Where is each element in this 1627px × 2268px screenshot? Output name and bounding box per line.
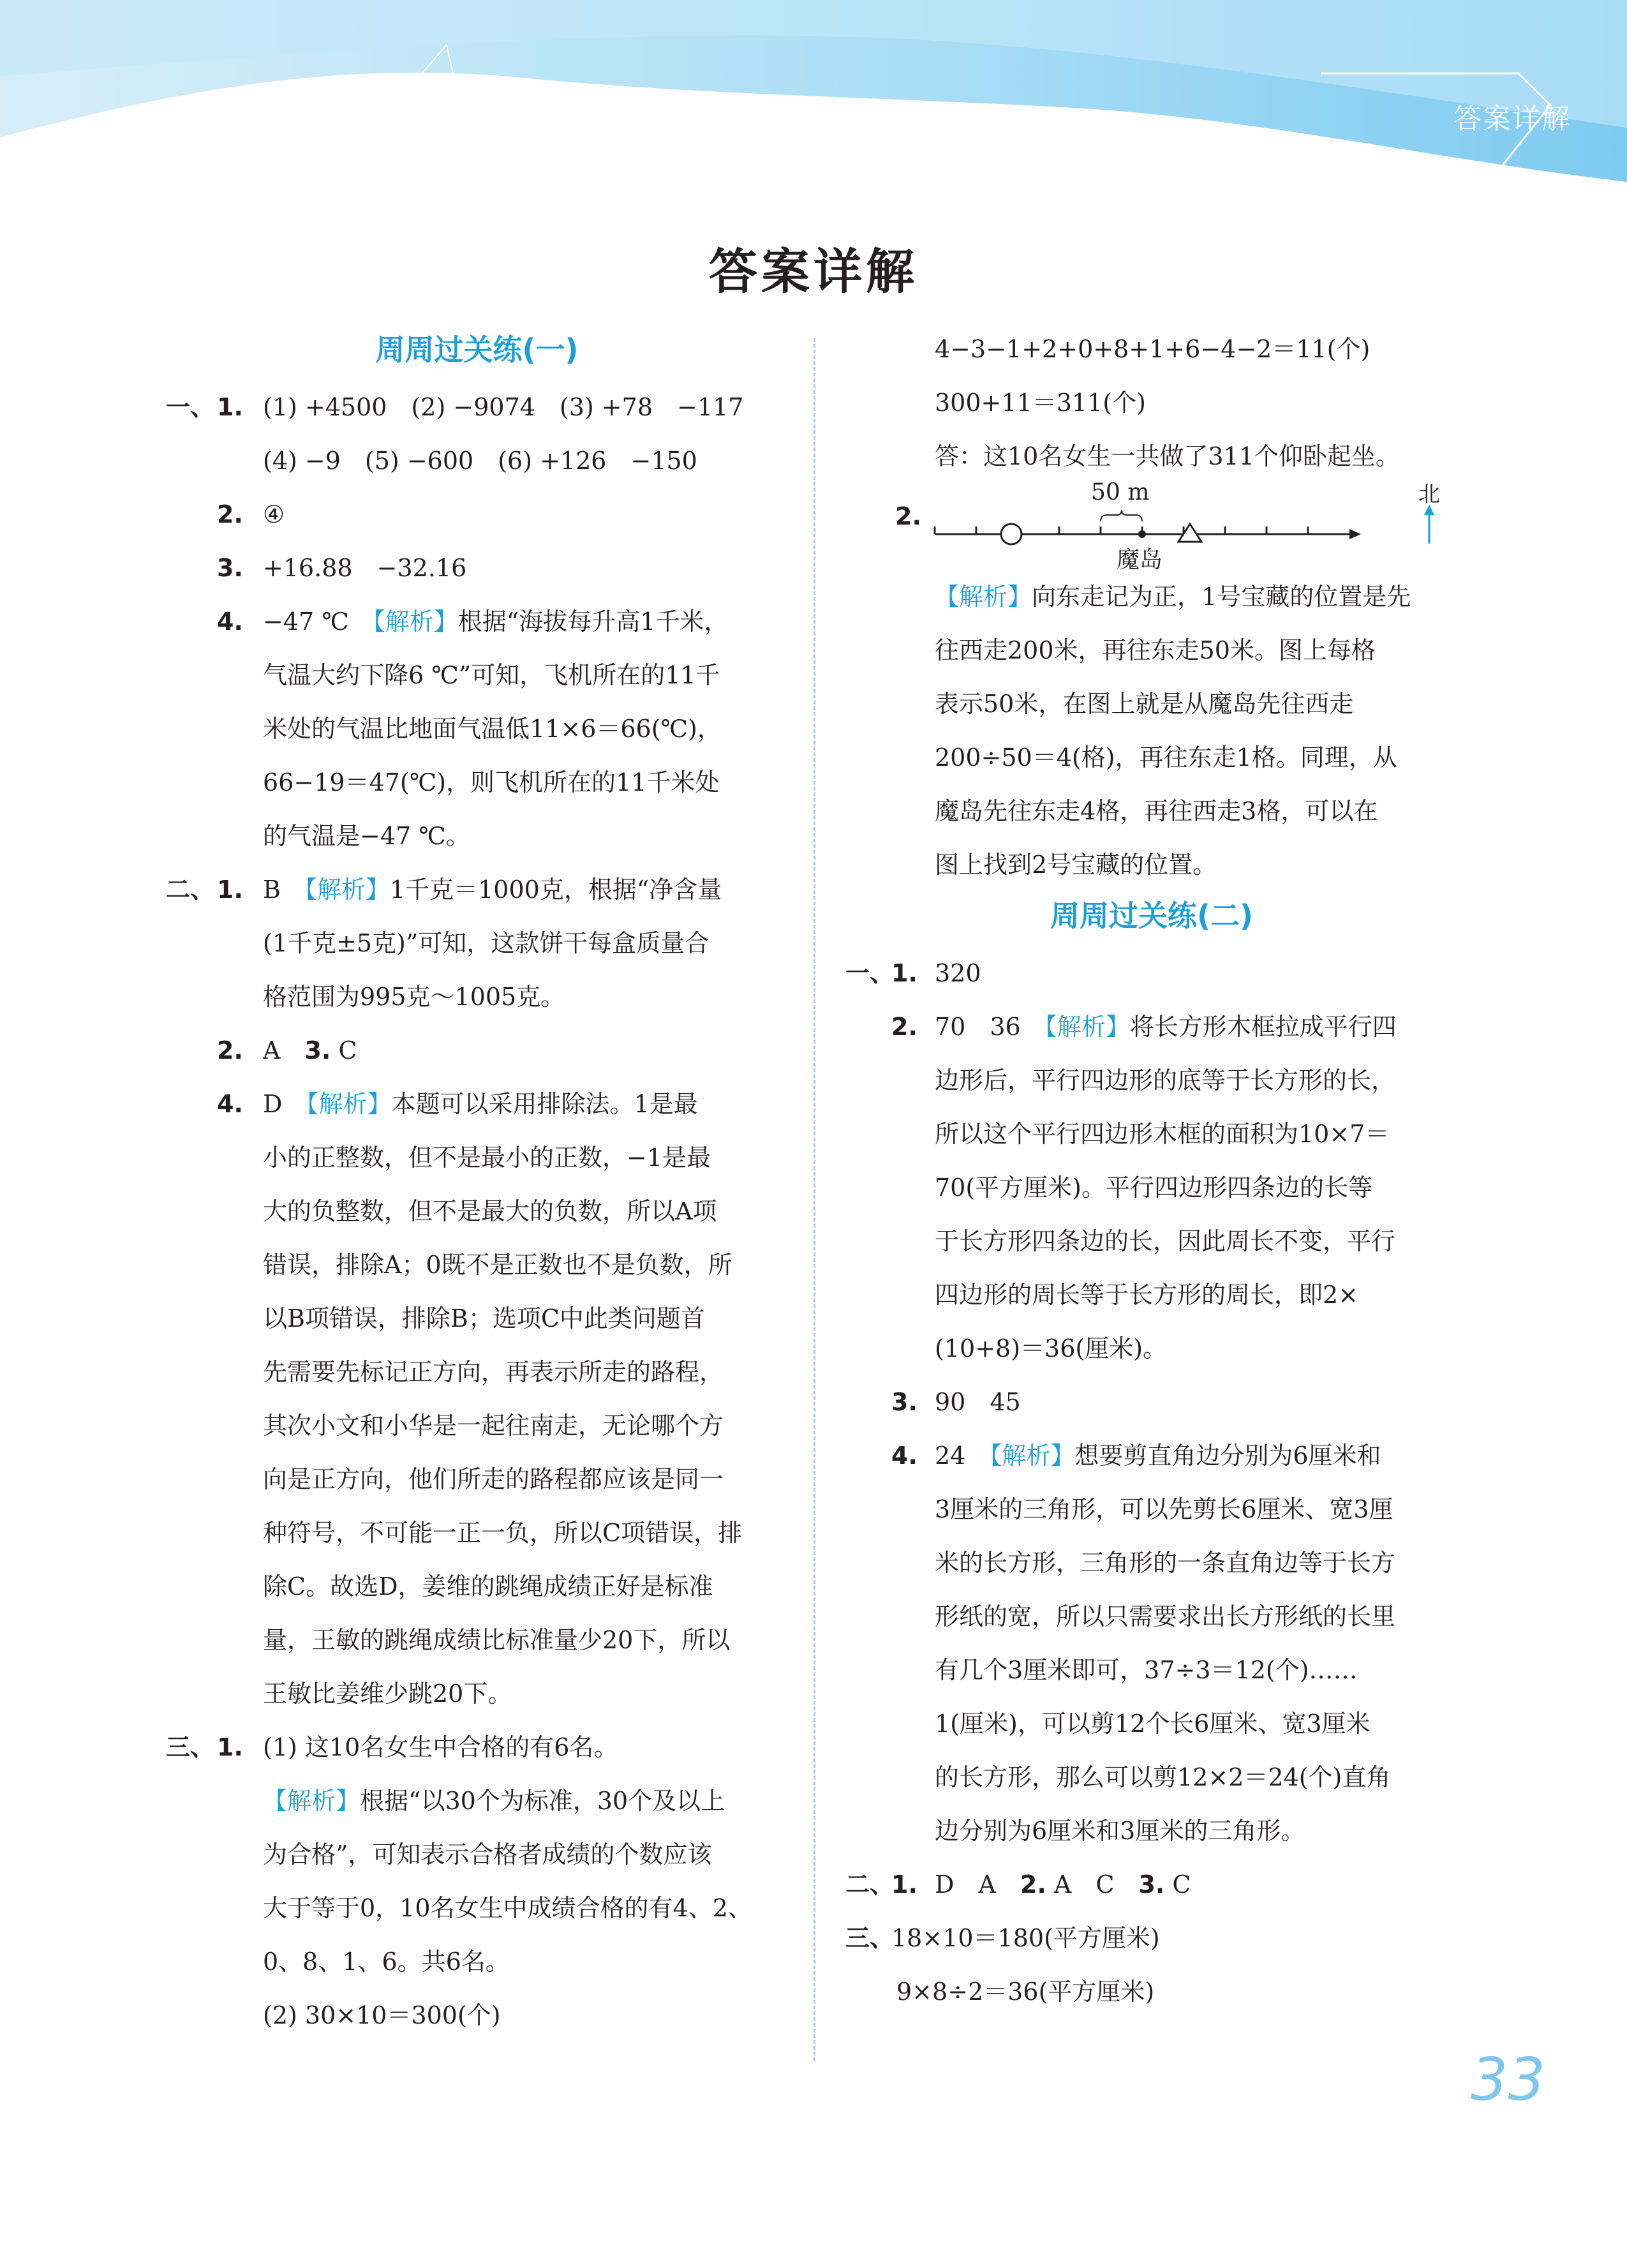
answer-line: 二、 1. B 【解析】1千克＝1000克，根据“净含量 [166,876,722,904]
answer-line: 的长方形，那么可以剪12×2＝24(个)直角 [935,1763,1391,1791]
answer-line: 有几个3厘米即可，37÷3＝12(个)…… [935,1656,1358,1684]
page-number: 33 [1470,2045,1545,2114]
section-title: 周周过关练(一) [375,332,579,367]
treasure-1-marker [1001,524,1022,544]
answer-line: 3. +16.88 −32.16 [217,554,467,582]
answer-line: 66−19＝47(℃)，则飞机所在的11千米处 [263,768,720,796]
analysis-tag: 【解析】 [990,1442,1075,1470]
answer-line: (4) −9 (5) −600 (6) +126 −150 [263,447,697,475]
answer-line: 图上找到2号宝藏的位置。 [935,851,1217,879]
section-title: 周周过关练(二) [1050,899,1254,933]
answer-line: 魔岛先往东走4格，再往西走3格，可以在 [935,797,1378,825]
answer-line: (1千克±5克)”可知，这款饼干每盒质量合 [263,929,709,957]
answer-line: 的气温是−47 ℃。 [263,822,470,850]
answer-line: 四边形的周长等于长方形的周长，即2× [935,1281,1359,1309]
scale-label: 50 m [1091,479,1150,505]
answer-line: 二、 1. D A 2. A C 3. C [845,1870,1191,1899]
answer-line: 米处的气温比地面气温低11×6＝66(℃)， [263,715,722,743]
answer-line: 于长方形四条边的长，因此周长不变，平行 [935,1227,1396,1255]
answer-line: 种符号，不可能一正一负，所以C项错误，排 [263,1519,743,1547]
analysis-tag: 【解析】 [304,876,390,904]
answer-line: 表示50米，在图上就是从魔岛先往西走 [935,690,1354,718]
column-divider [814,338,815,2061]
treasure-2-marker [1178,524,1201,542]
answer-line: 米的长方形，三角形的一条直角边等于长方 [935,1549,1396,1577]
answer-line: 王敏比姜维少跳20下。 [263,1680,512,1708]
right-column [845,322,1458,2018]
header-tagline: 答案详解 [1453,103,1571,135]
answer-line: 其次小文和小华是一起往南走，无论哪个方 [263,1412,724,1440]
answer-line: 2. ④ [217,500,285,528]
answer-line: 为合格”，可知表示合格者成绩的个数应该 [263,1840,712,1869]
answer-line: 300+11＝311(个) [935,389,1146,417]
answer-line: 【解析】向东走记为正，1号宝藏的位置是先 [935,583,1411,611]
island-label: 魔岛 [1117,547,1163,573]
answer-line: 向是正方向，他们所走的路程都应该是同一 [263,1465,724,1493]
answer-line: 3. 90 45 [891,1388,1021,1416]
answer-line: 答：这10名女生一共做了311个仰卧起坐。 [935,442,1400,470]
answer-line: 1(厘米)，可以剪12个长6厘米、宽3厘米 [935,1710,1371,1738]
answer-line: (10+8)＝36(厘米)。 [935,1334,1168,1362]
answer-line: 0、8、1、6。共6名。 [263,1948,510,1976]
answer-line: 形纸的宽，所以只需要求出长方形纸的长里 [935,1602,1396,1630]
header-banner [0,0,1627,204]
answer-line: 大于等于0，10名女生中成绩合格的有4、2、 [263,1894,752,1922]
answer-line: 2. 70 36 【解析】将长方形木框拉成平行四 [891,1013,1397,1041]
answer-line: 3厘米的三角形，可以先剪长6厘米、宽3厘 [935,1495,1393,1523]
axis-arrow [1349,529,1361,539]
answer-line: 以B项错误，排除B；选项C中此类问题首 [263,1304,705,1332]
answer-line: 4. 24 【解析】想要剪直角边分别为6厘米和 [891,1442,1381,1470]
answer-line: 除C。故选D，姜维的跳绳成绩正好是标准 [263,1572,713,1600]
answer-line: 边形后，平行四边形的底等于长方形的长， [935,1066,1396,1094]
answer-line: 4. D 【解析】本题可以采用排除法。1是最 [217,1090,698,1118]
answer-line: (2) 30×10＝300(个) [263,2001,501,2029]
answer-line: 错误，排除A；0既不是正数也不是负数，所 [263,1251,732,1279]
answer-line: 2. A 3. C [217,1036,357,1064]
answer-line: 三、 1. (1) 这10名女生中合格的有6名。 [166,1733,618,1761]
answer-line: 4. −47 ℃ 【解析】根据“海拔每升高1千米， [217,608,729,636]
answer-line: 先需要先标记正方向，再表示所走的路程， [263,1358,724,1386]
answer-line: 三、 18×10＝180(平方厘米) [845,1924,1160,1952]
island-point [1138,530,1146,538]
answer-line: 格范围为995克～1005克。 [263,983,565,1011]
axis-ticks [935,526,1308,534]
answer-line: 气温大约下降6 ℃”可知，飞机所在的11千 [263,661,720,689]
answer-line: 一、 1. 320 [845,959,981,987]
page-title: 答案详解 [709,243,918,300]
left-column [166,325,788,2042]
number-line-diagram: 2. 50 m 魔岛 北 [845,483,1458,566]
answer-line: 量，王敏的跳绳成绩比标准量少20下，所以 [263,1626,731,1654]
scale-brace [1101,510,1142,521]
analysis-tag: 【解析】 [1044,1013,1130,1041]
answer-line: 70(平方厘米)。平行四边形四条边的长等 [935,1174,1373,1202]
analysis-tag: 【解析】 [263,1787,360,1815]
answer-line: 大的负整数，但不是最大的负数，所以A项 [263,1197,717,1225]
answer-line: 往西走200米，再往东走50米。图上每格 [935,636,1376,664]
answer-line: 9×8÷2＝36(平方厘米) [896,1978,1155,2006]
answer-line: 所以这个平行四边形木框的面积为10×7＝ [935,1120,1390,1148]
answer-line: 4−3−1+2+0+8+1+6−4−2＝11(个) [935,335,1371,363]
answer-line: 边分别为6厘米和3厘米的三角形。 [935,1817,1305,1845]
answer-line: 200÷50＝4(格)，再往东走1格。同理，从 [935,743,1397,772]
analysis-tag: 【解析】 [306,1090,392,1118]
answer-line: 小的正整数，但不是最小的正数，−1是最 [263,1144,711,1172]
analysis-tag: 【解析】 [935,583,1032,611]
answer-line: 一、 1. (1) +4500 (2) −9074 (3) +78 −117 [166,393,744,421]
north-label: 北 [1418,482,1440,507]
answer-line: 【解析】根据“以30个为标准，30个及以上 [263,1787,725,1815]
analysis-tag: 【解析】 [373,608,458,636]
